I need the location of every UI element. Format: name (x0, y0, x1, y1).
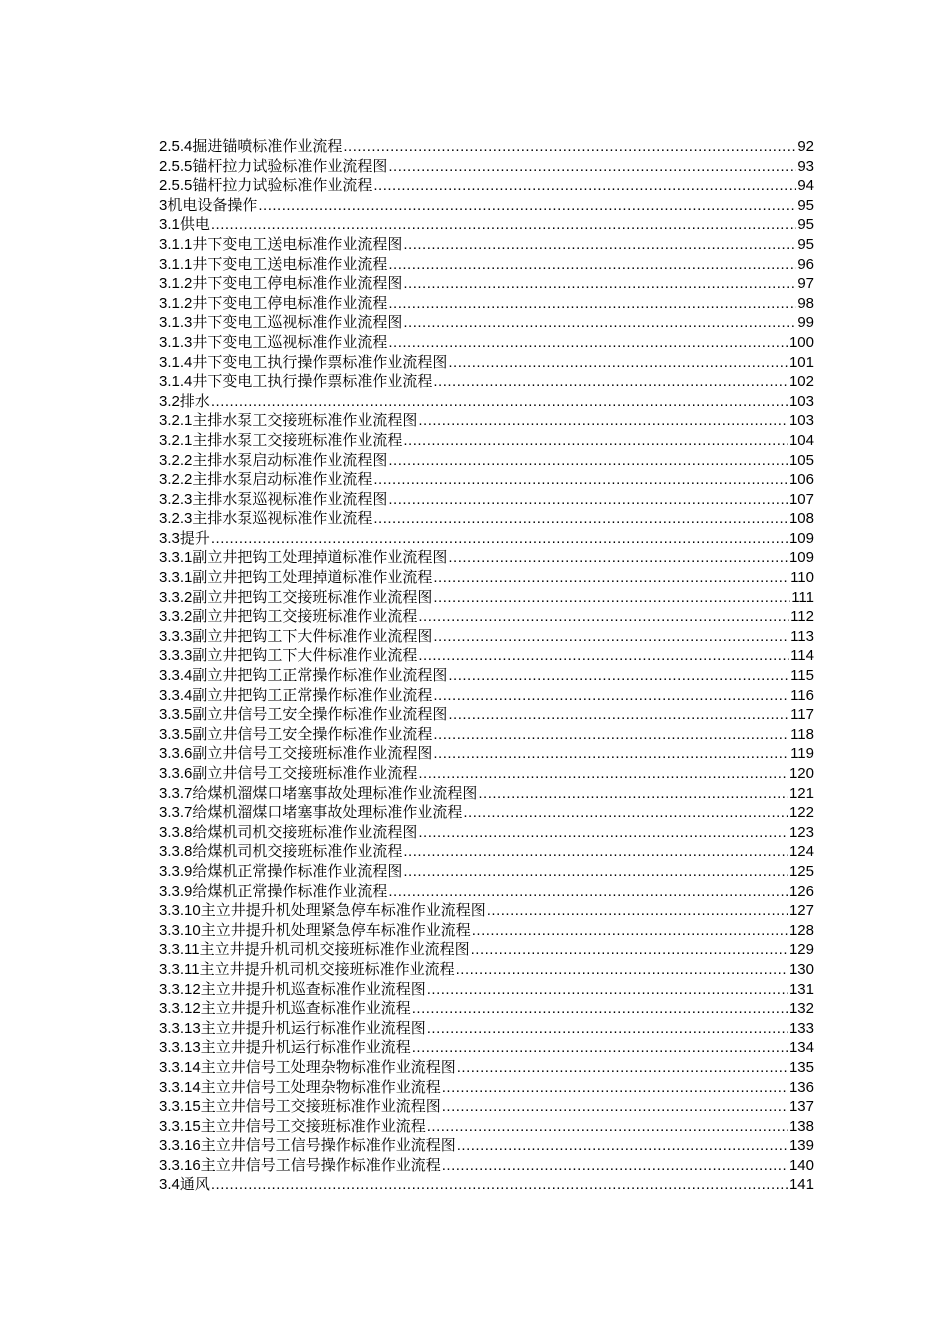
toc-entry-title: 主立井信号工交接班标准作业流程图 (200, 1097, 441, 1116)
toc-entry-page-number: 103 (788, 412, 814, 430)
toc-entry-number: 3.4 (159, 1176, 180, 1194)
toc-dot-leader (403, 842, 788, 862)
toc-entry[interactable] (159, 725, 814, 745)
toc-entry-page-number: 102 (788, 373, 814, 391)
toc-entry[interactable] (159, 803, 814, 823)
toc-entry-page-number: 129 (788, 941, 814, 959)
toc-entry-number: 3.3.5 (159, 706, 193, 724)
toc-entry-number: 3.3.14 (159, 1058, 201, 1076)
toc-entry-title: 主排水泵启动标准作业流程 (192, 470, 373, 489)
toc-entry-page-number: 105 (788, 451, 814, 469)
toc-dot-leader (433, 372, 788, 392)
toc-entry-page-number: 109 (788, 549, 814, 567)
toc-entry-number: 3.3.13 (159, 1039, 201, 1057)
toc-entry-number: 3.2.3 (159, 490, 193, 508)
toc-entry-title: 给煤机司机交接班标准作业流程图 (192, 822, 418, 841)
toc-entry-number: 3.3.7 (159, 784, 193, 802)
toc-dot-leader (403, 431, 788, 451)
toc-entry-page-number: 94 (797, 177, 814, 195)
toc-entry[interactable] (159, 353, 814, 373)
toc-entry-page-number: 136 (788, 1078, 814, 1096)
toc-entry[interactable] (159, 294, 814, 314)
toc-dot-leader (448, 548, 788, 568)
toc-entry-title: 主立井提升机处理紧急停车标准作业流程图 (200, 901, 486, 920)
toc-entry-page-number: 95 (797, 196, 814, 214)
toc-entry[interactable] (159, 137, 814, 157)
toc-entry-number: 3.3.12 (159, 1000, 201, 1018)
toc-entry[interactable] (159, 392, 814, 412)
toc-entry-title: 主立井提升机巡查标准作业流程图 (200, 979, 426, 998)
toc-dot-leader (373, 176, 796, 196)
toc-entry-title: 提升 (179, 528, 210, 547)
toc-entry[interactable] (159, 862, 814, 882)
toc-entry-page-number: 130 (788, 960, 814, 978)
toc-entry-number: 3.2.2 (159, 451, 193, 469)
toc-entry-number: 3.3.9 (159, 862, 193, 880)
toc-entry-page-number: 119 (790, 745, 814, 763)
toc-dot-leader (211, 392, 788, 412)
toc-dot-leader (388, 255, 796, 275)
toc-entry-title: 掘进锚喷标准作业流程 (192, 137, 343, 155)
toc-dot-leader (211, 1175, 788, 1195)
toc-entry-page-number: 108 (788, 510, 814, 528)
toc-entry-title: 主立井信号工处理杂物标准作业流程图 (200, 1057, 456, 1076)
toc-entry-number: 3.3.2 (159, 588, 193, 606)
toc-entry-number: 2.5.4 (159, 138, 193, 155)
toc-dot-leader (373, 509, 788, 529)
toc-entry[interactable] (159, 588, 814, 608)
toc-dot-leader (412, 1038, 788, 1058)
toc-entry[interactable] (159, 646, 814, 666)
toc-entry-page-number: 139 (788, 1137, 814, 1155)
toc-entry-number: 3.3.13 (159, 1019, 201, 1037)
toc-entry-title: 排水 (179, 391, 210, 410)
toc-entry-number: 3.3.3 (159, 627, 193, 645)
toc-entry[interactable] (159, 313, 814, 333)
toc-entry-title: 副立井把钩工正常操作标准作业流程图 (192, 666, 448, 685)
toc-dot-leader (472, 921, 788, 941)
toc-entry-page-number: 120 (788, 765, 814, 782)
toc-entry-title: 主立井提升机运行标准作业流程 (200, 1038, 411, 1057)
toc-entry-page-number: 106 (788, 471, 814, 489)
toc-entry[interactable] (159, 529, 814, 549)
toc-entry-title: 主立井信号工信号操作标准作业流程 (200, 1155, 441, 1174)
toc-entry[interactable] (159, 1175, 814, 1195)
toc-dot-leader (403, 274, 796, 294)
toc-entry-page-number: 137 (788, 1098, 814, 1116)
toc-entry-page-number: 114 (790, 647, 814, 665)
toc-entry[interactable] (159, 823, 814, 843)
toc-dot-leader (442, 1097, 788, 1117)
toc-entry-title: 主立井提升机司机交接班标准作业流程图 (199, 940, 470, 959)
toc-entry-number: 3.3.4 (159, 686, 193, 704)
toc-entry[interactable] (159, 255, 814, 275)
toc-dot-leader (427, 1019, 788, 1039)
toc-entry-page-number: 141 (788, 1176, 814, 1194)
toc-entry-number: 3.3.16 (159, 1156, 201, 1174)
toc-entry-number: 3.3 (159, 529, 180, 547)
toc-entry-number: 3.1.1 (159, 255, 193, 273)
toc-entry[interactable] (159, 921, 814, 941)
toc-entry[interactable] (159, 1078, 814, 1098)
toc-entry-page-number: 122 (788, 804, 814, 822)
toc-entry-title: 副立井信号工安全操作标准作业流程 (192, 724, 433, 743)
toc-entry-page-number: 133 (788, 1019, 814, 1037)
toc-entry-title: 副立井把钩工下大件标准作业流程 (192, 646, 418, 665)
toc-entry[interactable] (159, 784, 814, 804)
toc-entry-number: 3.2.1 (159, 412, 193, 430)
toc-entry-page-number: 131 (788, 980, 814, 998)
toc-entry-number: 3 (159, 196, 168, 214)
toc-entry[interactable] (159, 901, 814, 921)
toc-dot-leader (403, 313, 796, 333)
toc-entry[interactable] (159, 1117, 814, 1137)
toc-entry-page-number: 99 (797, 314, 814, 332)
toc-entry-number: 3.1.1 (159, 235, 193, 253)
toc-dot-leader (211, 529, 788, 549)
toc-entry-page-number: 135 (788, 1058, 814, 1076)
toc-dot-leader (487, 901, 788, 921)
toc-entry-number: 3.3.11 (159, 960, 200, 978)
toc-entry-title: 井下变电工巡视标准作业流程图 (192, 313, 403, 332)
toc-dot-leader (478, 784, 788, 804)
toc-entry[interactable] (159, 1156, 814, 1176)
toc-entry-number: 3.2 (159, 392, 180, 410)
toc-entry-number: 2.5.5 (159, 157, 193, 175)
toc-entry-title: 给煤机正常操作标准作业流程 (192, 881, 388, 900)
toc-entry-title: 主立井提升机巡查标准作业流程 (200, 999, 411, 1018)
toc-entry-page-number: 97 (797, 275, 814, 293)
toc-entry-title: 主排水泵巡视标准作业流程图 (192, 489, 388, 508)
toc-dot-leader (388, 490, 788, 510)
toc-entry-number: 3.3.7 (159, 804, 193, 822)
toc-entry-title: 井下变电工执行操作票标准作业流程图 (192, 352, 448, 371)
toc-entry-title: 主立井提升机处理紧急停车标准作业流程 (200, 920, 471, 939)
toc-entry-title: 机电设备操作 (167, 195, 258, 214)
toc-entry-page-number: 125 (788, 862, 814, 880)
toc-entry-number: 3.3.3 (159, 647, 193, 665)
toc-entry[interactable] (159, 607, 814, 627)
toc-dot-leader (427, 1117, 788, 1137)
toc-dot-leader (471, 940, 788, 960)
toc-entry-number: 3.2.2 (159, 471, 193, 489)
toc-entry-title: 副立井把钩工处理掉道标准作业流程 (192, 568, 433, 587)
toc-entry[interactable] (159, 333, 814, 353)
toc-entry-title: 供电 (179, 215, 210, 234)
toc-dot-leader (433, 686, 789, 706)
toc-entry-page-number: 138 (788, 1117, 814, 1135)
toc-entry[interactable] (159, 196, 814, 216)
toc-entry-page-number: 127 (788, 902, 814, 920)
toc-entry[interactable] (159, 411, 814, 431)
toc-entry-number: 3.2.1 (159, 431, 193, 449)
toc-entry-page-number: 93 (797, 157, 814, 175)
toc-dot-leader (373, 470, 788, 490)
toc-entry[interactable] (159, 627, 814, 647)
toc-entry-page-number: 116 (790, 686, 814, 704)
toc-entry-page-number: 123 (788, 823, 814, 841)
toc-entry-number: 3.3.6 (159, 765, 193, 782)
toc-entry-number: 3.3.14 (159, 1078, 201, 1096)
toc-entry-title: 副立井信号工安全操作标准作业流程图 (192, 705, 448, 724)
toc-entry-title: 主立井提升机司机交接班标准作业流程 (199, 959, 455, 978)
toc-entry[interactable] (159, 705, 814, 725)
toc-entry-number: 3.3.15 (159, 1117, 201, 1135)
toc-dot-leader (388, 294, 796, 314)
toc-entry-number: 3.3.2 (159, 608, 193, 626)
toc-entry-page-number: 121 (788, 784, 814, 802)
toc-dot-leader (457, 1058, 788, 1078)
toc-entry[interactable] (159, 490, 814, 510)
toc-dot-leader (403, 235, 796, 255)
toc-entry-title: 主立井信号工信号操作标准作业流程图 (200, 1136, 456, 1155)
toc-entry[interactable] (159, 431, 814, 451)
toc-dot-leader (433, 588, 790, 608)
toc-entry-page-number: 104 (788, 431, 814, 449)
toc-dot-leader (418, 607, 789, 627)
toc-entry[interactable] (159, 1038, 814, 1058)
toc-entry-page-number: 100 (788, 333, 814, 351)
toc-entry-number: 3.1.2 (159, 275, 193, 293)
toc-entry-number: 3.3.1 (159, 549, 193, 567)
toc-entry[interactable] (159, 372, 814, 392)
toc-entry[interactable] (159, 1058, 814, 1078)
toc-dot-leader (418, 646, 789, 666)
toc-entry-title: 副立井把钩工下大件标准作业流程图 (192, 626, 433, 645)
toc-entry-title: 井下变电工送电标准作业流程 (192, 254, 388, 273)
toc-entry-page-number: 103 (788, 392, 814, 410)
toc-entry-title: 主立井信号工处理杂物标准作业流程 (200, 1077, 441, 1096)
toc-entry-title: 副立井把钩工处理掉道标准作业流程图 (192, 548, 448, 567)
toc-entry-title: 副立井把钩工交接班标准作业流程图 (192, 587, 433, 606)
toc-entry-page-number: 111 (791, 588, 814, 606)
toc-entry-title: 锚杆拉力试验标准作业流程图 (192, 156, 388, 175)
toc-entry-page-number: 117 (790, 706, 814, 724)
toc-entry[interactable] (159, 1097, 814, 1117)
toc-entry[interactable] (159, 882, 814, 902)
toc-entry-title: 井下变电工停电标准作业流程 (192, 293, 388, 312)
toc-entry-title: 通风 (179, 1175, 210, 1194)
toc-entry-number: 3.3.5 (159, 725, 193, 743)
toc-entry-title: 给煤机溜煤口堵塞事故处理标准作业流程图 (192, 783, 478, 802)
toc-entry-page-number: 113 (790, 627, 814, 645)
toc-entry-page-number: 118 (790, 725, 814, 743)
toc-entry-number: 3.1.3 (159, 333, 193, 351)
toc-dot-leader (433, 568, 789, 588)
toc-entry-title: 主排水泵启动标准作业流程图 (192, 450, 388, 469)
toc-entry-number: 3.1.3 (159, 314, 193, 332)
toc-entry-title: 主立井信号工交接班标准作业流程 (200, 1116, 426, 1135)
toc-dot-leader (211, 215, 796, 235)
toc-entry[interactable] (159, 470, 814, 490)
toc-entry-number: 3.3.11 (159, 941, 200, 959)
toc-entry[interactable] (159, 176, 814, 196)
table-of-contents (159, 137, 814, 1195)
toc-entry-page-number: 112 (790, 608, 814, 626)
toc-entry-title: 给煤机正常操作标准作业流程图 (192, 861, 403, 880)
toc-entry-title: 井下变电工送电标准作业流程图 (192, 234, 403, 253)
toc-entry-page-number: 101 (788, 353, 814, 371)
toc-entry-page-number: 109 (788, 529, 814, 547)
toc-dot-leader (412, 999, 788, 1019)
toc-entry[interactable] (159, 842, 814, 862)
toc-entry-number: 3.3.6 (159, 745, 193, 763)
toc-dot-leader (343, 137, 796, 157)
toc-dot-leader (388, 157, 796, 177)
toc-entry[interactable] (159, 568, 814, 588)
toc-entry[interactable] (159, 960, 814, 980)
toc-entry-number: 3.3.15 (159, 1098, 201, 1116)
toc-entry-page-number: 95 (797, 216, 814, 234)
toc-entry-title: 主排水泵工交接班标准作业流程图 (192, 411, 418, 430)
toc-entry-number: 3.3.1 (159, 569, 193, 587)
toc-entry-title: 锚杆拉力试验标准作业流程 (192, 176, 373, 195)
toc-entry-page-number: 98 (797, 294, 814, 312)
toc-entry-page-number: 96 (797, 255, 814, 273)
toc-entry-page-number: 132 (788, 1000, 814, 1018)
toc-entry[interactable] (159, 509, 814, 529)
toc-entry[interactable] (159, 686, 814, 706)
toc-dot-leader (442, 1156, 788, 1176)
toc-dot-leader (427, 980, 788, 1000)
toc-dot-leader (418, 411, 788, 431)
toc-dot-leader (442, 1078, 788, 1098)
toc-entry-title: 主排水泵工交接班标准作业流程 (192, 430, 403, 449)
toc-dot-leader (448, 666, 789, 686)
toc-entry-number: 3.2.3 (159, 510, 193, 528)
toc-entry-number: 2.5.5 (159, 177, 193, 195)
toc-entry-title: 副立井把钩工交接班标准作业流程 (192, 607, 418, 626)
toc-entry[interactable] (159, 274, 814, 294)
toc-dot-leader (388, 451, 788, 471)
toc-entry-number: 3.3.16 (159, 1137, 201, 1155)
toc-entry[interactable] (159, 1136, 814, 1156)
toc-entry[interactable] (159, 157, 814, 177)
toc-entry-title: 主排水泵巡视标准作业流程 (192, 509, 373, 528)
toc-entry[interactable] (159, 666, 814, 686)
toc-entry-number: 3.3.8 (159, 843, 193, 861)
toc-entry-title: 副立井信号工交接班标准作业流程图 (192, 744, 433, 763)
toc-entry[interactable] (159, 1019, 814, 1039)
toc-entry-number: 3.3.9 (159, 882, 193, 900)
toc-entry-page-number: 124 (788, 843, 814, 861)
toc-entry-number: 3.3.4 (159, 667, 193, 685)
toc-entry-number: 3.1 (159, 216, 180, 234)
toc-entry[interactable] (159, 215, 814, 235)
toc-dot-leader (433, 725, 789, 745)
toc-entry-number: 3.3.10 (159, 902, 201, 920)
toc-entry-page-number: 95 (797, 235, 814, 253)
toc-entry-page-number: 128 (788, 921, 814, 939)
toc-entry-title: 副立井信号工交接班标准作业流程 (192, 764, 418, 782)
toc-entry[interactable] (159, 940, 814, 960)
toc-entry-title: 给煤机司机交接班标准作业流程 (192, 842, 403, 861)
toc-entry-number: 3.1.2 (159, 294, 193, 312)
toc-entry-page-number: 126 (788, 882, 814, 900)
toc-dot-leader (388, 882, 788, 902)
toc-dot-leader (463, 803, 788, 823)
toc-entry[interactable] (159, 744, 814, 764)
toc-dot-leader (456, 960, 788, 980)
toc-entry-page-number: 140 (788, 1156, 814, 1174)
toc-dot-leader (448, 353, 788, 373)
toc-dot-leader (433, 627, 789, 647)
toc-dot-leader (433, 744, 789, 764)
toc-entry-title: 副立井把钩工正常操作标准作业流程 (192, 685, 433, 704)
toc-entry-page-number: 134 (788, 1039, 814, 1057)
toc-entry[interactable] (159, 980, 814, 1000)
toc-entry-number: 3.3.10 (159, 921, 201, 939)
toc-entry-title: 井下变电工巡视标准作业流程 (192, 332, 388, 351)
toc-entry-page-number: 115 (790, 667, 814, 685)
toc-entry-page-number: 92 (797, 138, 814, 155)
toc-dot-leader (448, 705, 789, 725)
toc-entry-title: 给煤机溜煤口堵塞事故处理标准作业流程 (192, 803, 463, 822)
toc-entry-number: 3.1.4 (159, 353, 193, 371)
toc-entry[interactable] (159, 999, 814, 1019)
toc-dot-leader (403, 862, 788, 882)
toc-entry[interactable] (159, 548, 814, 568)
toc-entry-number: 3.1.4 (159, 373, 193, 391)
toc-entry[interactable] (159, 451, 814, 471)
toc-dot-leader (418, 823, 788, 843)
toc-entry-title: 井下变电工执行操作票标准作业流程 (192, 372, 433, 391)
toc-entry-number: 3.3.8 (159, 823, 193, 841)
toc-dot-leader (388, 333, 788, 353)
toc-dot-leader (457, 1136, 788, 1156)
toc-entry-number: 3.3.12 (159, 980, 201, 998)
toc-entry-title: 主立井提升机运行标准作业流程图 (200, 1018, 426, 1037)
toc-entry[interactable] (159, 764, 814, 784)
toc-entry-page-number: 110 (790, 569, 814, 587)
toc-entry-page-number: 107 (788, 490, 814, 508)
toc-dot-leader (418, 764, 788, 784)
toc-dot-leader (258, 196, 796, 216)
toc-entry-title: 井下变电工停电标准作业流程图 (192, 274, 403, 293)
toc-entry[interactable] (159, 235, 814, 255)
